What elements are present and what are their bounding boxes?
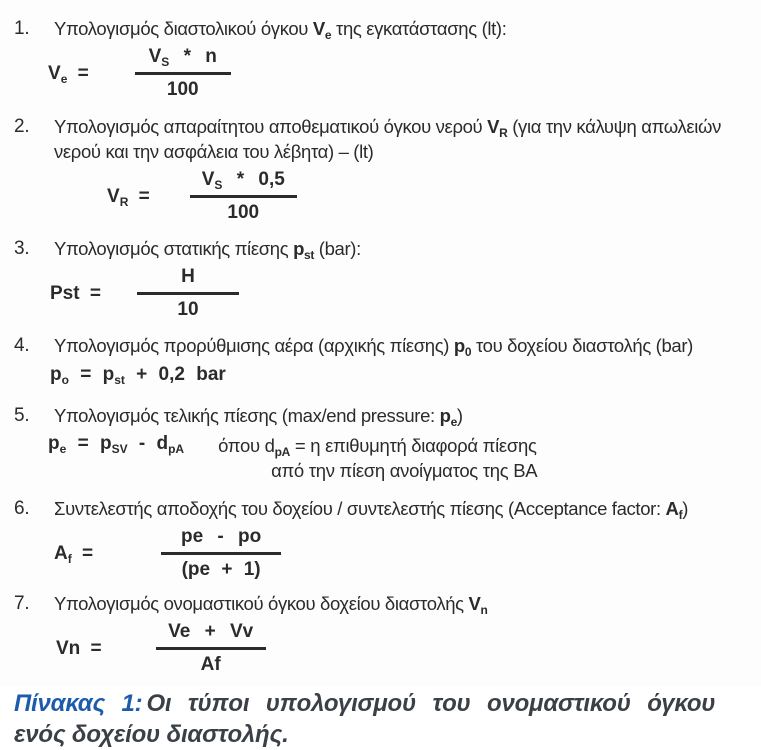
item-heading-lines bbox=[54, 403, 747, 428]
item-heading-line: Υπολογισμός απαραίτητου αποθεματικού όγκου νερού $V_R$ (για την κάλυψη απωλειών bbox=[54, 116, 722, 140]
variable: $d_{pA}$ bbox=[156, 433, 185, 456]
formula-note-line: από την πίεση ανοίγματος της ΒΑ bbox=[271, 460, 538, 481]
variable: $V_R$ bbox=[487, 116, 508, 140]
variable: $d_{pA}$ bbox=[264, 435, 291, 459]
formula-note-line: όπου $d_{pA} = \eta$ επιθυμητή διαφορά πίεσης bbox=[218, 435, 537, 459]
item-heading-line: Υπολογισμός στατικής πίεσης $p_{st}$ (bar): bbox=[54, 238, 361, 262]
variable: $A_f$ bbox=[54, 542, 72, 566]
fraction-numerator: Ve + Vv bbox=[156, 621, 266, 650]
formula-fraction bbox=[190, 169, 297, 224]
fraction-numerator: $V_S$ * n bbox=[135, 46, 231, 75]
variable-subscript: R bbox=[499, 126, 508, 140]
variable: $p_0$ bbox=[453, 335, 472, 359]
item-formula bbox=[50, 364, 747, 386]
variable-subscript: 0 bbox=[464, 345, 472, 359]
item-heading-line: Συντελεστής αποδοχής του δοχείου / συντελεστής πίεσης (Acceptance factor: $A_f$) bbox=[54, 498, 689, 522]
variable-subscript: e bbox=[60, 71, 68, 86]
variable-subscript: f bbox=[678, 508, 683, 522]
item-formula bbox=[48, 433, 747, 483]
formula-fraction bbox=[161, 526, 281, 581]
variable: $V_e$ bbox=[312, 18, 332, 42]
item-heading bbox=[14, 496, 747, 521]
item-heading-lines bbox=[54, 496, 747, 521]
formula-item bbox=[14, 591, 747, 676]
formula-item bbox=[14, 496, 747, 581]
fraction-numerator: $V_S * 0,5$ bbox=[190, 169, 297, 198]
item-heading-lines bbox=[54, 333, 747, 358]
variable-subscript: SV bbox=[111, 442, 128, 456]
formula-expression: $p_o = p_{st} + 0,2$ bar bbox=[50, 364, 226, 387]
variable-subscript: o bbox=[61, 373, 69, 387]
variable-subscript: S bbox=[214, 178, 223, 192]
caption-line-1 bbox=[14, 688, 747, 719]
formula-lhs: $A_f$ = bbox=[54, 542, 94, 566]
formula-item bbox=[14, 114, 747, 224]
variable: $A_f$ bbox=[665, 498, 683, 522]
item-number: 1. bbox=[14, 18, 30, 39]
item-heading-line: Υπολογισμός διαστολικού όγκου $V_e$ της εγκατάστασης (lt): bbox=[54, 18, 507, 42]
item-formula bbox=[107, 169, 747, 224]
variable: $p_{st}$ bbox=[102, 364, 125, 387]
variable-subscript: pA bbox=[168, 442, 185, 456]
variable-subscript: st bbox=[304, 248, 315, 262]
variable-subscript: e bbox=[59, 442, 67, 456]
item-heading-line: Υπολογισμός τελικής πίεσης (max/end pressure: $p_e$) bbox=[54, 405, 463, 429]
variable: $p_{SV}$ bbox=[99, 433, 128, 456]
variable-subscript: e bbox=[324, 28, 332, 42]
item-heading-line: Υπολογισμός προρύθμισης αέρα (αρχικής πίεσης) $p_0$ του δοχείου διαστολής (bar) bbox=[54, 335, 693, 359]
item-formula bbox=[48, 46, 747, 101]
variable: $p_e$ bbox=[48, 433, 67, 456]
item-heading-lines bbox=[54, 16, 747, 41]
item-formula bbox=[50, 266, 747, 321]
caption-label: Πίνακας 1: bbox=[14, 690, 143, 717]
fraction-numerator: H bbox=[137, 266, 239, 295]
item-formula bbox=[56, 621, 747, 676]
variable-subscript: e bbox=[450, 415, 457, 429]
fraction-denominator: 10 bbox=[177, 299, 199, 320]
formula-note bbox=[218, 433, 537, 483]
variable: $p_{st}$ bbox=[293, 238, 315, 262]
item-heading bbox=[14, 236, 747, 261]
item-number: 5. bbox=[14, 405, 30, 426]
formula-fraction bbox=[137, 266, 239, 321]
fraction-numerator: pe - po bbox=[161, 526, 281, 555]
item-heading-lines bbox=[54, 236, 747, 261]
item-heading-lines bbox=[54, 591, 747, 616]
formula-lhs: $V_R$ = bbox=[107, 185, 150, 209]
formula-item bbox=[14, 403, 747, 483]
variable: $p_o$ bbox=[50, 364, 69, 387]
item-number: 6. bbox=[14, 498, 30, 519]
item-heading bbox=[14, 403, 747, 428]
variable: $V_R$ bbox=[107, 185, 129, 209]
item-heading-line: νερού και την ασφάλεια του λέβητα) – (lt) bbox=[54, 141, 374, 162]
formula-expression: $p_e = p_{SV} - d_{pA}$ bbox=[48, 433, 185, 456]
item-number: 4. bbox=[14, 335, 30, 356]
variable: $p_e$ bbox=[439, 405, 457, 429]
caption-text-line2: ενός δοχείου διαστολής. bbox=[14, 721, 289, 748]
fraction-denominator: Af bbox=[200, 654, 221, 675]
formula-lhs: $V_e$ = bbox=[48, 62, 89, 86]
variable-subscript: R bbox=[119, 194, 129, 209]
variable-subscript: pA bbox=[274, 445, 291, 459]
variable: $V_n$ bbox=[468, 593, 488, 617]
item-number: 3. bbox=[14, 238, 30, 259]
variable-subscript: S bbox=[161, 55, 170, 69]
item-heading bbox=[14, 114, 747, 164]
formula-item bbox=[14, 333, 747, 386]
variable: $V_e$ bbox=[48, 62, 68, 86]
variable-subscript: st bbox=[114, 373, 125, 387]
item-heading bbox=[14, 333, 747, 358]
variable-subscript: n bbox=[480, 603, 488, 617]
item-heading bbox=[14, 16, 747, 41]
formula-item bbox=[14, 16, 747, 101]
item-number: 2. bbox=[14, 116, 30, 137]
variable: $V_S$ bbox=[148, 46, 170, 69]
caption-text-line1: Οι τύποι υπολογισμού του ονομαστικού όγκου bbox=[146, 690, 716, 717]
item-heading-lines bbox=[54, 114, 747, 164]
formula-fraction bbox=[156, 621, 266, 676]
item-heading-line: Υπολογισμός ονομαστικού όγκου δοχείου διαστολής $V_n$ bbox=[54, 593, 488, 617]
variable-subscript: f bbox=[67, 551, 72, 566]
fraction-denominator: 100 bbox=[227, 202, 260, 223]
item-heading bbox=[14, 591, 747, 616]
variable: $V_S$ bbox=[201, 169, 223, 192]
formula-lhs: Vn = bbox=[56, 637, 102, 659]
fraction-denominator: 100 bbox=[166, 79, 199, 100]
formula-lhs: Pst = bbox=[50, 282, 101, 304]
formula-list bbox=[14, 16, 747, 676]
item-number: 7. bbox=[14, 593, 30, 614]
fraction-denominator: (pe + 1) bbox=[181, 559, 261, 580]
formula-item bbox=[14, 236, 747, 321]
table-caption bbox=[14, 688, 747, 750]
caption-line-2 bbox=[14, 719, 747, 750]
formula-fraction bbox=[135, 46, 231, 101]
item-formula bbox=[54, 526, 747, 581]
